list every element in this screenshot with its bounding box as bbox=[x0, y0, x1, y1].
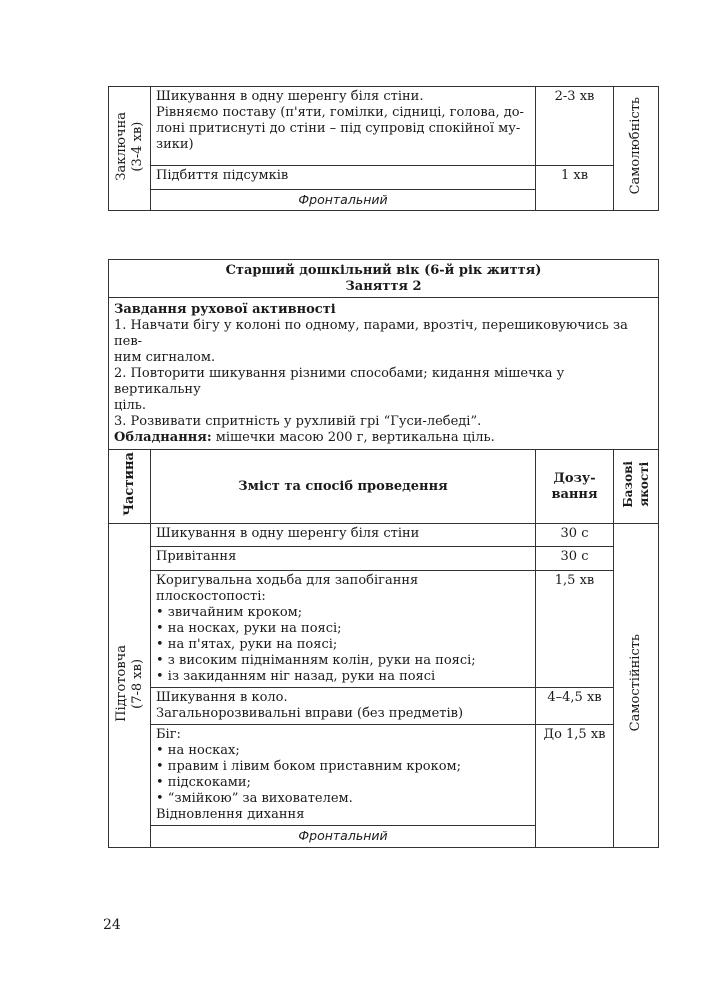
quality-cell bbox=[614, 87, 659, 211]
dose-cell: 2-3 хв bbox=[536, 87, 614, 166]
content-cell: Шикування в одну шеренгу біля стіни bbox=[151, 524, 536, 547]
content-cell bbox=[151, 166, 536, 190]
content-line: Рівняємо поставу (п'яти, гомілки, сідниці, голова, до- bbox=[156, 105, 524, 120]
tasks-title: Завдання рухової активності bbox=[114, 302, 336, 317]
content-line: лоні притиснуті до стіни – під супровід спокійної му- bbox=[156, 121, 521, 136]
header-dose: Дозу- вання bbox=[536, 450, 614, 524]
content-cell: Привітання bbox=[151, 547, 536, 571]
tasks-cell bbox=[109, 298, 659, 450]
task-line: ціль. bbox=[114, 398, 146, 413]
table-lesson bbox=[108, 259, 659, 848]
dose-cell: 30 с bbox=[536, 524, 614, 547]
content-cell: Біг: • на носках; • правим і лівим боком приставним кроком; • підскоками; • “змійкою” за вихователем. Відновлення дихання bbox=[151, 725, 536, 826]
header-part: Частина bbox=[109, 450, 151, 524]
equipment-label: Обладнання: bbox=[114, 430, 212, 445]
dose-cell: 1 хв bbox=[536, 166, 614, 211]
content-line: зики) bbox=[156, 137, 194, 152]
equipment-value: мішечки масою 200 г, вертикальна ціль. bbox=[211, 430, 495, 445]
page-number: 24 bbox=[103, 917, 121, 933]
task-line: ним сигналом. bbox=[114, 350, 216, 365]
form-cell: Фронтальний bbox=[151, 190, 536, 211]
quality-label: Самолюбність bbox=[628, 97, 643, 195]
content-line: Підбиття підсумків bbox=[156, 168, 289, 183]
form-cell: Фронтальний bbox=[151, 826, 536, 848]
dose-cell: 1,5 хв bbox=[536, 571, 614, 688]
quality-label: Самостійність bbox=[628, 634, 643, 732]
content-cell: Шикування в коло. Загальнорозвивальні вправи (без предметів) bbox=[151, 688, 536, 725]
task-line: 3. Розвивати спритність у рухливій грі “Гуси-лебеді”. bbox=[114, 414, 482, 429]
header-content: Зміст та спосіб проведення bbox=[151, 450, 536, 524]
lesson-subtitle: Заняття 2 bbox=[345, 279, 422, 294]
quality-cell bbox=[614, 524, 659, 848]
part-label: Заключна (3-4 хв) bbox=[113, 111, 145, 181]
equipment-line bbox=[114, 430, 653, 446]
content-line: Шикування в одну шеренгу біля стіни. bbox=[156, 89, 424, 104]
table-conclusion bbox=[108, 86, 659, 211]
dose-cell: 30 с bbox=[536, 547, 614, 571]
lesson-title: Старший дошкільний вік (6-й рік життя) bbox=[225, 263, 542, 278]
lesson-title-cell bbox=[109, 260, 659, 298]
content-cell bbox=[151, 87, 536, 166]
part-cell bbox=[109, 524, 151, 848]
content-cell: Коригувальна ходьба для запобігання плоскостопості: • звичайним кроком; • на носках, руки на поясі; • на п'ятах, руки на поясі; • з високим підніманням колін, руки на поясі; • із закиданням ніг назад, руки на поясі bbox=[151, 571, 536, 688]
task-line: 2. Повторити шикування різними способами; кидання мішечка у вертикальну bbox=[114, 366, 565, 397]
part-cell bbox=[109, 87, 151, 211]
header-quality: Базові якості bbox=[614, 450, 659, 524]
task-line: 1. Навчати бігу у колоні по одному, парами, врозтіч, перешиковуючись за пев- bbox=[114, 318, 628, 349]
dose-cell: До 1,5 хв bbox=[536, 725, 614, 848]
part-label: Підготовча (7-8 хв) bbox=[113, 644, 145, 722]
dose-cell: 4–4,5 хв bbox=[536, 688, 614, 725]
